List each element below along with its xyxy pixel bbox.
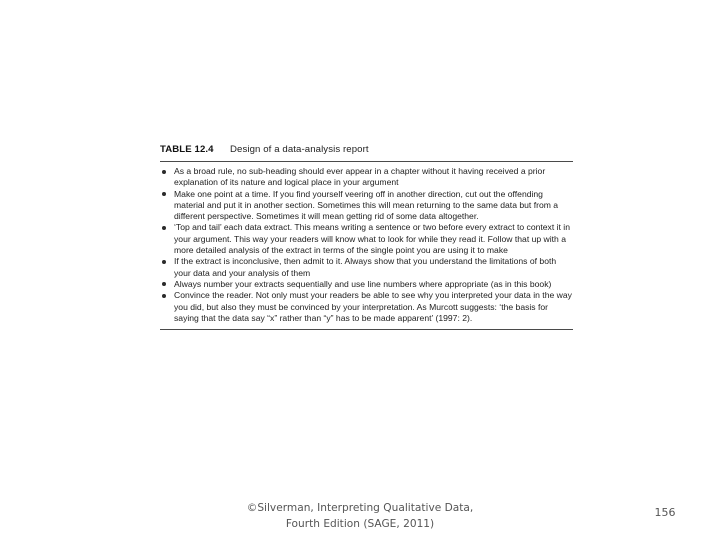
list-item: Make one point at a time. If you find yourself veering off in another direction, cut out the offending material and put it in another section. Sometimes this will mean returning to the same data but from a different perspective. Sometimes it will mean getting rid of some data altogether. [160, 189, 573, 223]
list-item: ‘Top and tail’ each data extract. This means writing a sentence or two before every extract to context it in your argument. This way your readers will know what to look for while they read it. Follow that up with a more detailed analysis of the extract in terms of the single point you are using it to make [160, 222, 573, 256]
table-header [160, 144, 573, 162]
table-figure [160, 144, 573, 330]
list-item: Convince the reader. Not only must your readers be able to see why you interpreted your data in the way you did, but also they must be convinced by your interpretation. As Murcott suggests: ‘the basis for saying that the data say “x” rather than “y” has to be made apparent’ (1997: 2). [160, 290, 573, 324]
list-item: If the extract is inconclusive, then admit to it. Always show that you understand the limitations of both your data and your analysis of them [160, 256, 573, 279]
table-title: Design of a data-analysis report [230, 144, 369, 155]
footer-line-1: ©Silverman, Interpreting Qualitative Data, [246, 502, 474, 514]
bullet-list [160, 162, 573, 330]
list-item: Always number your extracts sequentially and use line numbers where appropriate (as in this book) [160, 279, 573, 290]
footer-line-2: Fourth Edition (SAGE, 2011) [285, 518, 435, 530]
list-item: As a broad rule, no sub-heading should ever appear in a chapter without it having received a prior explanation of its nature and logical place in your argument [160, 166, 573, 189]
table-number: TABLE 12.4 [160, 144, 214, 155]
footer-credit [200, 500, 520, 532]
page-number: 156 [654, 506, 676, 519]
